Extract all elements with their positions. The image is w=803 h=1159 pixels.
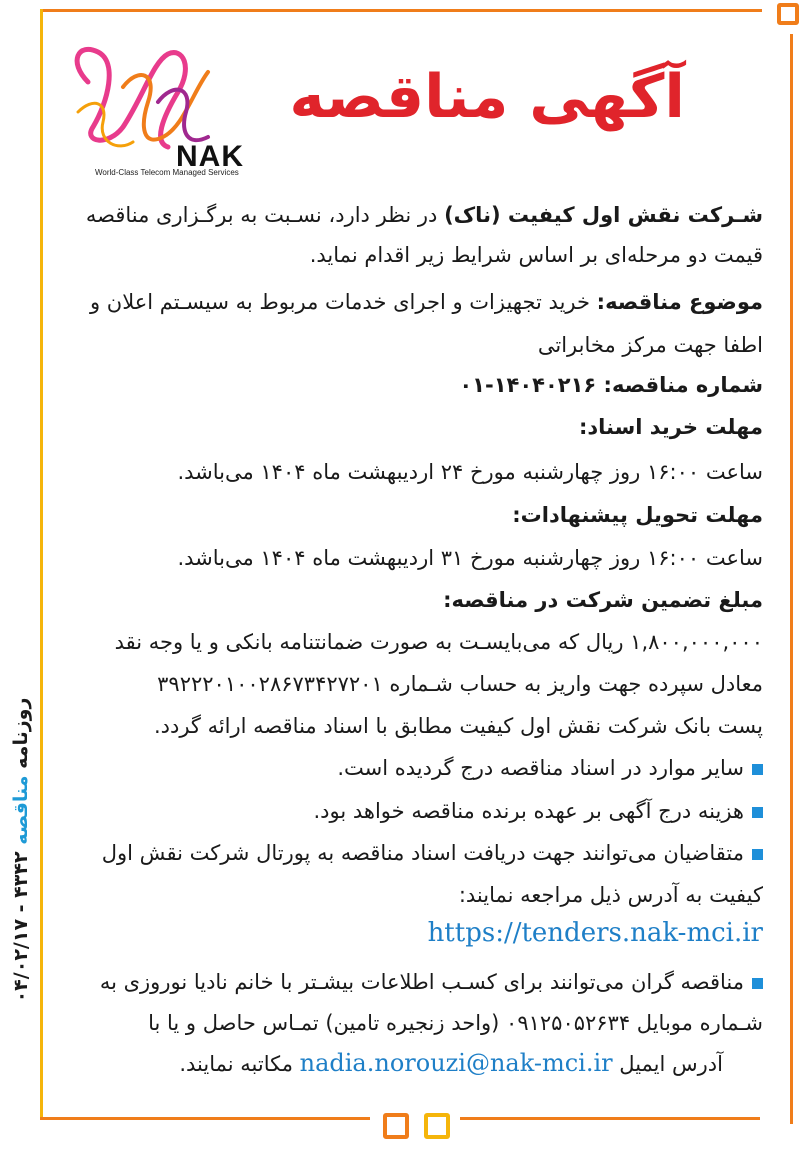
frame-right-border (790, 34, 793, 1124)
bullet-item-4-line-2: شـماره موبایل ۰۹۱۲۵۰۵۲۶۳۴ (واحد زنجیره تامین) تمـاس حاصل و یا با (148, 1011, 763, 1035)
delivery-deadline-text: ساعت ۱۶:۰۰ روز چهارشنبه مورخ ۳۱ اردیبهشت ماه ۱۴۰۴ می‌باشد. (177, 546, 763, 570)
subject-line (90, 287, 763, 317)
bullet-square-icon (752, 807, 763, 818)
bullet-square-icon (752, 764, 763, 775)
guarantee-line-3: پست بانک شرکت نقش اول کیفیت مطابق با اسناد مناقصه ارائه گردد. (153, 714, 763, 738)
bullet-square-icon (752, 849, 763, 860)
bullet-text-1: سایر موارد در اسناد مناقصه درج گردیده است. (337, 756, 744, 780)
side-brand: مناقصه (10, 775, 32, 845)
side-issue: ۴۳۴۲ - ۰۴/۰۲/۱۷ (10, 851, 32, 1003)
intro-line-2: قیمت دو مرحله‌ای بر اساس شرایط زیر اقدام نماید. (309, 243, 763, 267)
bullet-item-3-line-2: کیفیت به آدرس ذیل مراجعه نمایند: (458, 883, 763, 907)
number-value: ۱۴۰۴۰۲۱۶-۰۱ (459, 373, 604, 397)
email-link[interactable]: nadia.norouzi@nak-mci.ir (299, 1049, 613, 1077)
bullet-item-4-line-3 (179, 1048, 723, 1079)
side-prefix: روزنامه (10, 697, 32, 769)
company-name: شـرکت نقش اول کیفیت (ناک) (444, 203, 763, 227)
newspaper-side-label (6, 697, 36, 1003)
frame-top-border (40, 9, 762, 12)
guarantee-line-1: ۱,۸۰۰,۰۰۰,۰۰۰ ریال که می‌بایسـت به صورت ضمانتنامه بانکی و یا وجه نقد (114, 630, 763, 654)
guarantee-line-2: معادل سپرده جهت واریز به حساب شـماره ۳۹۲۲۲۰۱۰۰۲۸۶۷۳۴۲۷۲۰۱ (157, 672, 763, 696)
frame-bottom-border (40, 1117, 370, 1120)
bullet-text-3: متقاضیان می‌توانند جهت دریافت اسناد مناقصه به پورتال شرکت نقش اول (101, 841, 744, 865)
logo-tagline: World-Class Telecom Managed Services (95, 168, 239, 177)
number-line (459, 370, 763, 400)
frame-bottom-border-right (460, 1117, 760, 1120)
intro-line (86, 200, 763, 230)
subject-text: خرید تجهیزات و اجرای خدمات مربوط به سیسـتم اعلان و (89, 290, 597, 314)
bottom-square-orange-icon (383, 1113, 409, 1139)
bullet-item-3 (102, 838, 763, 868)
logo-brand: NAK (176, 140, 244, 173)
tenders-url-link[interactable]: https://tenders.nak-mci.ir (427, 918, 763, 948)
guarantee-label: مبلغ تضمین شرکت در مناقصه: (443, 588, 763, 612)
subject-label: موضوع مناقصه: (596, 290, 763, 314)
frame-left-border (40, 9, 43, 1119)
number-label: شماره مناقصه: (603, 373, 763, 397)
email-suffix-text: مکاتبه نمایند. (179, 1052, 300, 1076)
corner-square-icon (777, 3, 799, 25)
purchase-deadline-text: ساعت ۱۶:۰۰ روز چهارشنبه مورخ ۲۴ اردیبهشت ماه ۱۴۰۴ می‌باشد. (177, 460, 763, 484)
bullet-square-icon (752, 978, 763, 989)
bullet-text-4: مناقصه گران می‌توانند برای کسـب اطلاعات بیشـتر با خانم نادیا نوروزی به (99, 970, 744, 994)
bottom-square-yellow-icon (424, 1113, 450, 1139)
delivery-deadline-label: مهلت تحویل پیشنهادات: (512, 503, 763, 527)
page-title: آگهی مناقصه (289, 62, 685, 132)
bullet-text-2: هزینه درج آگهی بر عهده برنده مناقصه خواهد بود. (313, 799, 744, 823)
purchase-deadline-label: مهلت خرید اسناد: (579, 415, 763, 439)
subject-line-2: اطفا جهت مرکز مخابراتی (537, 333, 763, 357)
email-prefix-text: آدرس ایمیل (612, 1052, 723, 1076)
bullet-item-2 (313, 796, 763, 826)
bullet-item-1 (337, 753, 763, 783)
intro-text: در نظر دارد، نسـبت به برگـزاری مناقصه (85, 203, 445, 227)
bullet-item-4 (100, 967, 763, 997)
